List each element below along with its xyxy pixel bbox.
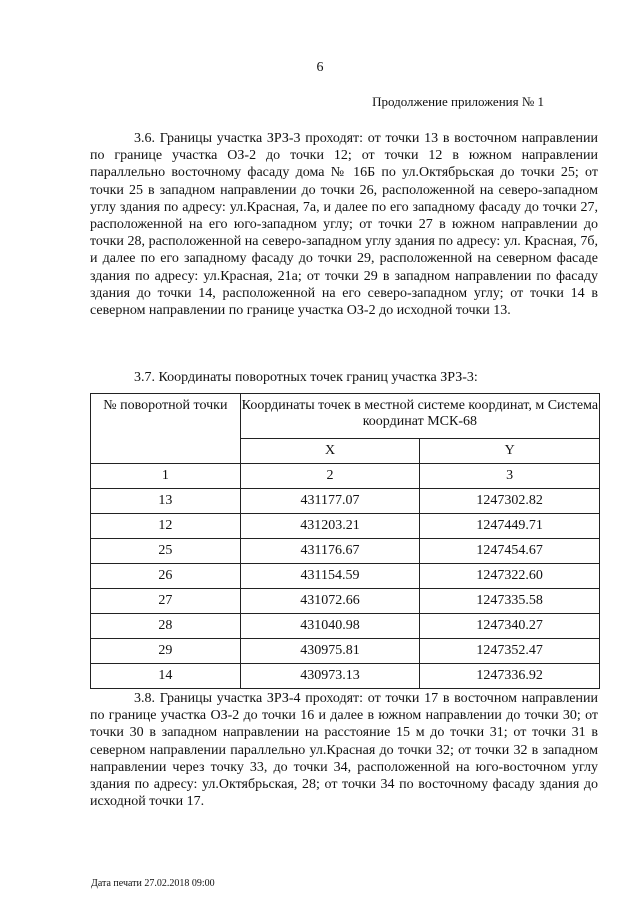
y-coordinate: 1247454.67 bbox=[420, 539, 600, 564]
y-coordinate: 1247449.71 bbox=[420, 514, 600, 539]
paragraph-3-6 bbox=[90, 130, 598, 319]
point-number: 12 bbox=[91, 514, 241, 539]
point-number: 27 bbox=[91, 589, 241, 614]
table-row bbox=[91, 589, 600, 614]
page-number: 6 bbox=[316, 60, 324, 75]
paragraph-3-7 bbox=[90, 369, 598, 386]
y-coordinate: 1247302.82 bbox=[420, 489, 600, 514]
paragraph-3-7-text: 3.7. Координаты поворотных точек границ участка ЗРЗ-3: bbox=[134, 370, 478, 385]
x-header: X bbox=[240, 439, 420, 464]
table-row bbox=[91, 639, 600, 664]
point-number: 25 bbox=[91, 539, 241, 564]
y-coordinate: 1247336.92 bbox=[420, 664, 600, 689]
x-coordinate: 431072.66 bbox=[240, 589, 420, 614]
y-coordinate: 1247322.60 bbox=[420, 564, 600, 589]
table-row bbox=[91, 489, 600, 514]
x-coordinate: 431176.67 bbox=[240, 539, 420, 564]
paragraph-3-8 bbox=[90, 690, 598, 810]
y-coordinate: 1247352.47 bbox=[420, 639, 600, 664]
paragraph-3-8-text: 3.8. Границы участка ЗРЗ-4 проходят: от точки 17 в восточном направлении по границе участка ОЗ-2 до точки 16 и далее в южном направлении до точки 30; от точки 30 в западном направлении на расстояние 15 м до точки 31; от точки 31 в северном направлении параллельно ул.Красная до точки 32; от точки 32 в западном направлении через точку 33, до точки 34, расположенной на юго-восточном углу здания по адресу: ул.Октябрьская, 28; от точки 34 по восточному фасаду здания до исходной точки 17. bbox=[90, 691, 598, 810]
numbering-row bbox=[91, 464, 600, 489]
paragraph-3-6-text: 3.6. Границы участка ЗРЗ-3 проходят: от точки 13 в восточном направлении по границе участка ОЗ-2 до точки 12; от точки 12 в южном направлении параллельно восточному фасаду дома № 16Б по ул.Октябрьская до точки 25; от точки 25 в западном направлении до точки 26, расположенной на северо-западном углу здания по адресу: ул.Красная, 7а, и далее по его западному фасаду до точки 27, расположенной на его юго-западном углу; от точки 27 в южном направлении до точки 28, расположенной на северо-западном углу здания по адресу: ул. Красная, 7б, и далее по его западному фасаду до точки 29, расположенной на северном фасаде здания по адресу: ул.Красная, 21а; от точки 29 в западном направлении по фасаду здания до точки 14, расположенной на его северо-западном углу; от точки 14 в северном направлении по границе участка ОЗ-2 до исходной точки 13. bbox=[90, 131, 598, 319]
x-coordinate: 431203.21 bbox=[240, 514, 420, 539]
table-row bbox=[91, 564, 600, 589]
table-row bbox=[91, 664, 600, 689]
column-number: 1 bbox=[91, 464, 241, 489]
y-header: Y bbox=[420, 439, 600, 464]
point-number: 29 bbox=[91, 639, 241, 664]
column-number: 3 bbox=[420, 464, 600, 489]
coordinates-table bbox=[90, 393, 600, 689]
x-coordinate: 431177.07 bbox=[240, 489, 420, 514]
point-number: 14 bbox=[91, 664, 241, 689]
point-number: 13 bbox=[91, 489, 241, 514]
table-row bbox=[91, 514, 600, 539]
point-number: 26 bbox=[91, 564, 241, 589]
y-coordinate: 1247340.27 bbox=[420, 614, 600, 639]
y-coordinate: 1247335.58 bbox=[420, 589, 600, 614]
x-coordinate: 431040.98 bbox=[240, 614, 420, 639]
print-date-footer: Дата печати 27.02.2018 09:00 bbox=[91, 878, 215, 889]
point-number: 28 bbox=[91, 614, 241, 639]
table-row bbox=[91, 614, 600, 639]
column-number: 2 bbox=[240, 464, 420, 489]
table-row bbox=[91, 539, 600, 564]
coordinates-header: Координаты точек в местной системе координат, м Система координат МСК-68 bbox=[240, 394, 599, 439]
appendix-continuation-note: Продолжение приложения № 1 bbox=[372, 94, 544, 109]
point-number-header: № поворотной точки bbox=[91, 394, 241, 464]
x-coordinate: 430973.13 bbox=[240, 664, 420, 689]
x-coordinate: 430975.81 bbox=[240, 639, 420, 664]
x-coordinate: 431154.59 bbox=[240, 564, 420, 589]
